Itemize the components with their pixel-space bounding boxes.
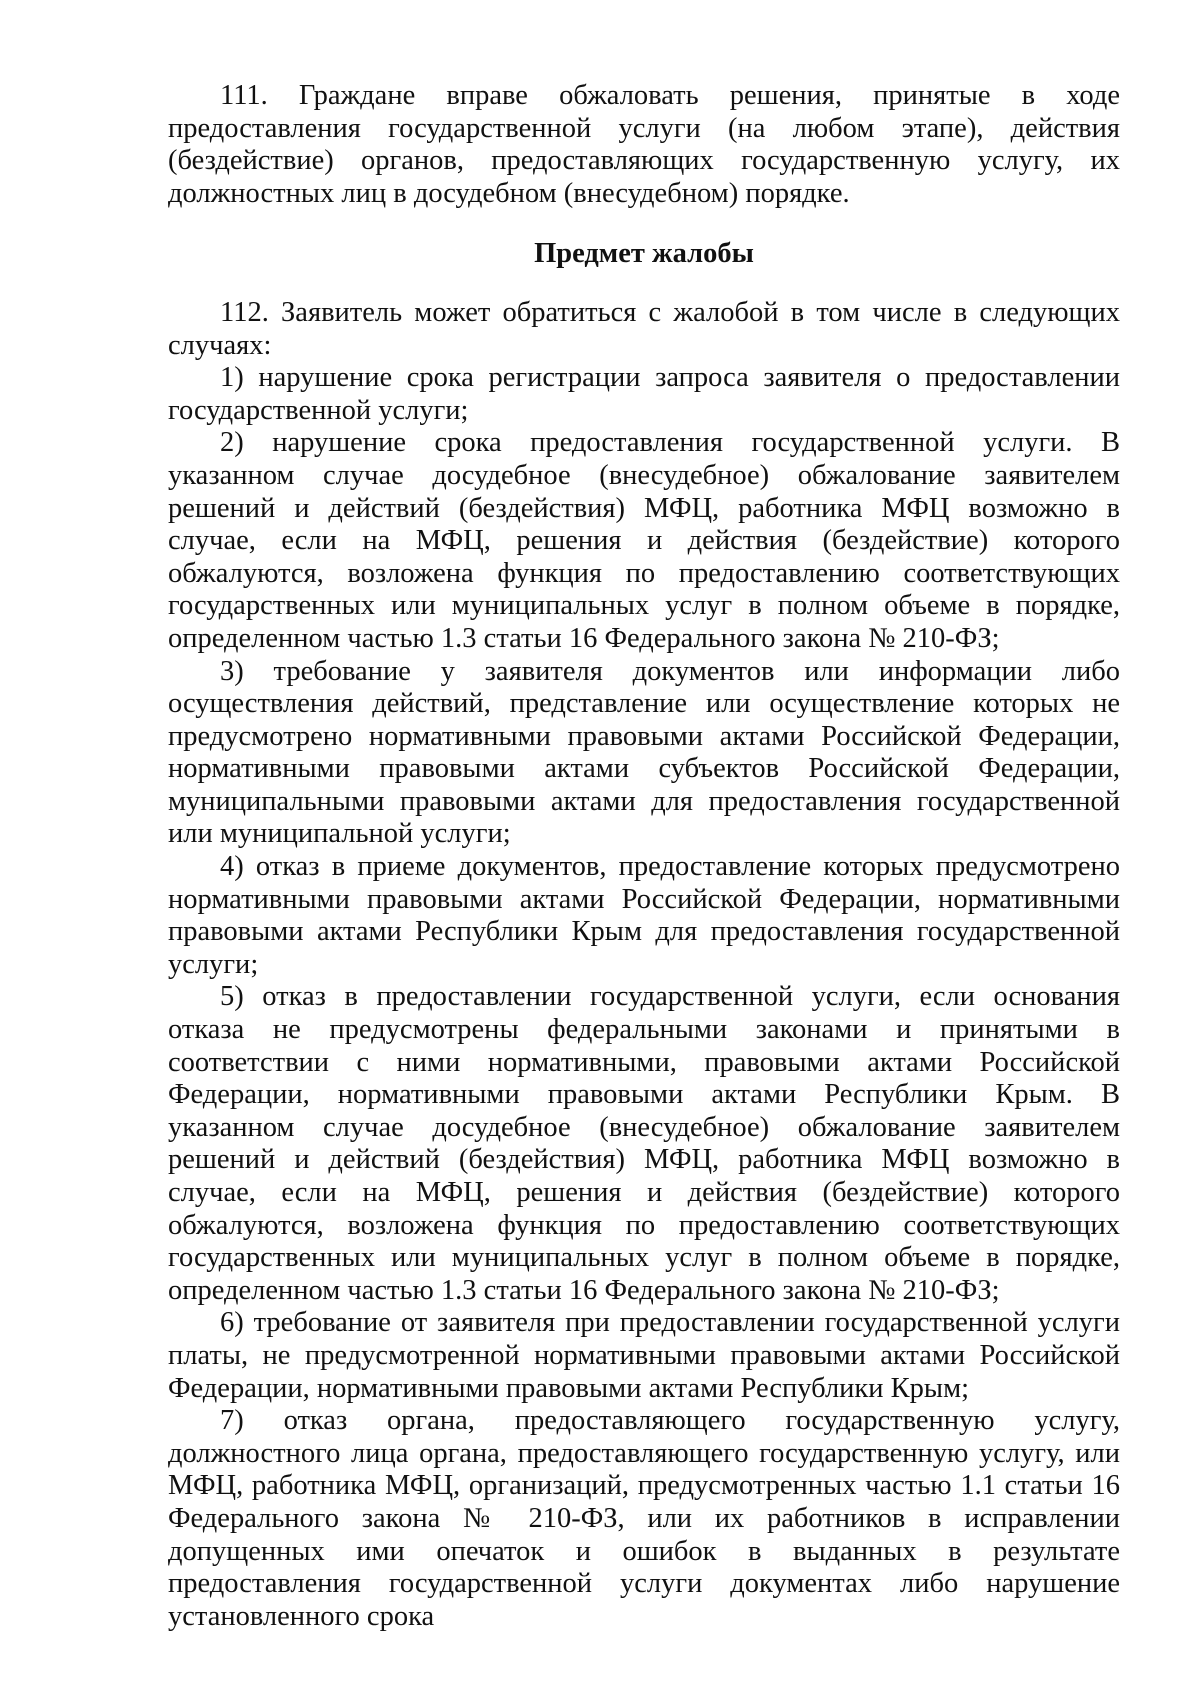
section-heading: Предмет жалобы (534, 238, 754, 270)
list-item-1: 1) нарушение срока регистрации запроса заявителя о предоставлении государственной услуги; (168, 362, 1120, 426)
list-item-2: 2) нарушение срока предоставления государственной услуги. В указанном случае досудебное (внесудебное) обжалование заявителем решений и действий (бездействия) МФЦ, работника МФЦ возможно в случае, если на МФЦ, решения и действия (бездействие) которого обжалуются, возложена функция по предоставлению соответствующих государственных или муниципальных услуг в полном объеме в порядке, определенном частью 1.3 статьи 16 Федерального закона № 210-ФЗ; (168, 427, 1120, 654)
paragraph-111: 111. Граждане вправе обжаловать решения, принятые в ходе предоставления государственной услуги (на любом этапе), действия (бездействие) органов, предоставляющих государственную услугу, их должностных лиц в досудебном (внесудебном) порядке. (168, 80, 1120, 209)
list-item-6: 6) требование от заявителя при предоставлении государственной услуги платы, не предусмотренной нормативными правовыми актами Российской Федерации, нормативными правовыми актами Республики Крым; (168, 1307, 1120, 1404)
document-body (168, 80, 1120, 1633)
list-item-7: 7) отказ органа, предоставляющего государственную услугу, должностного лица органа, предоставляющего государственную услугу, или МФЦ, работника МФЦ, организаций, предусмотренных частью 1.1 статьи 16 Федерального закона № 210-ФЗ, или их работников в исправлении допущенных ими опечаток и ошибок в выданных в результате предоставления государственной услуги документах либо нарушение установленного срока (168, 1405, 1120, 1632)
list-item-4: 4) отказ в приеме документов, предоставление которых предусмотрено нормативными правовыми актами Российской Федерации, нормативными правовыми актами Республики Крым для предоставления государственной услуги; (168, 851, 1120, 980)
list-item-3: 3) требование у заявителя документов или информации либо осуществления действий, представление или осуществление которых не предусмотрено нормативными правовыми актами Российской Федерации, нормативными правовыми актами субъектов Российской Федерации, муниципальными правовыми актами для предоставления государственной или муниципальной услуги; (168, 655, 1120, 850)
paragraph-112: 112. Заявитель может обратиться с жалобой в том числе в следующих случаях: (168, 296, 1120, 361)
list-item-5: 5) отказ в предоставлении государственной услуги, если основания отказа не предусмотрены федеральными законами и принятыми в соответствии с ними нормативными, правовыми актами Российской Федерации, нормативными правовыми актами Республики Крым. В указанном случае досудебное (внесудебное) обжалование заявителем решений и действий (бездействия) МФЦ, работника МФЦ возможно в случае, если на МФЦ, решения и действия (бездействие) которого обжалуются, возложена функция по предоставлению соответствующих государственных или муниципальных услуг в полном объеме в порядке, определенном частью 1.3 статьи 16 Федерального закона № 210-ФЗ; (168, 981, 1120, 1306)
